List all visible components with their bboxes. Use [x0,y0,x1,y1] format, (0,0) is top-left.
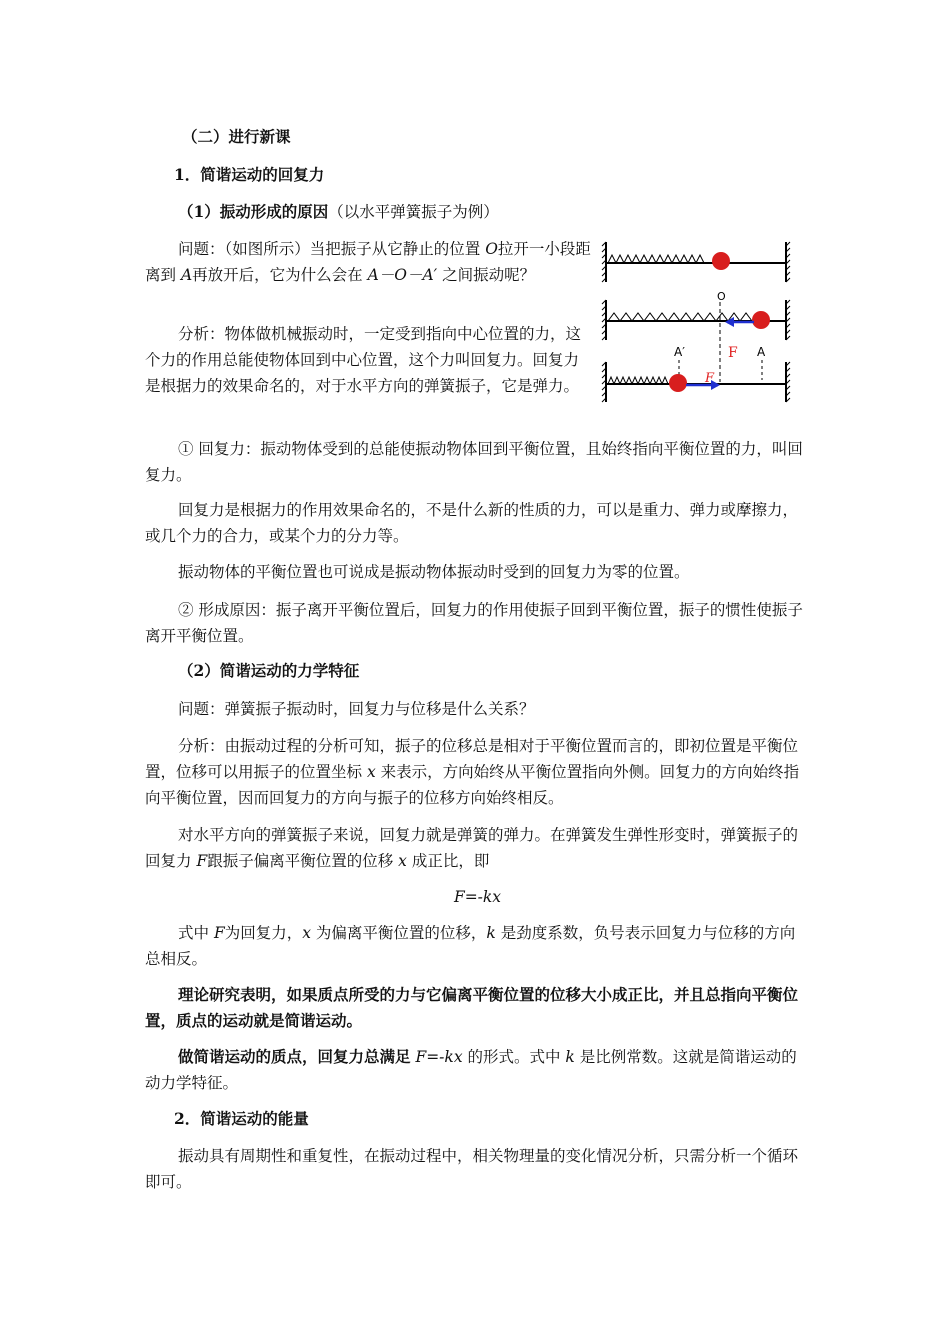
question-text-3: 再放开后，它为什么会在 [192,266,368,284]
characteristic-paragraph [145,1044,810,1096]
label-f-1: F [728,345,738,361]
characteristic-text-1: 的形式。式中 [467,1048,566,1066]
var-f-2: F [213,924,225,942]
label-f-2: F [705,371,715,386]
analysis2-text-1: 分析：由振动过程的分析可知，振子的位移总是相对于平衡位置而言的，即初位置是平衡位置，位移可以用振子的位置坐标 [145,737,799,781]
subheading-cause [178,199,843,225]
label-o: O [717,290,726,303]
explain-text-2: 为回复力， [224,924,303,942]
explain-text-4: 是劲度系数，负号表示回复力与位移的方向总相反。 [145,924,796,968]
characteristic-text-2: 是比例常数。这就是简谐运动的动力学特征。 [145,1048,797,1092]
analysis-paragraph-1: 分析：物体做机械振动时，一定受到指向中心位置的力，这个力的作用总能使物体回到中心位置，这个力叫回复力。回复力是根据力的效果命名的，对于水平方向的弹簧振子，它是弹力。 [145,325,582,395]
subheading-cause-normal: （以水平弹簧振子为例） [328,203,499,221]
theory-paragraph: 理论研究表明，如果质点所受的力与它偏离平衡位置的位移大小成正比，并且总指向平衡位置，质点的运动就是简谐运动。 [145,985,799,1030]
analysis2-text-2: 来表示，方向始终从平衡位置指向外侧。回复力的方向始终指向平衡位置，因而回复力的方向与振子的位移方向始终相反。 [145,763,800,807]
spring-1 [608,255,704,263]
heading-energy: 2．简谐运动的能量 [174,1109,309,1128]
question-paragraph-2: 问题：弹簧振子振动时，回复力与位移是什么关系？ [178,700,535,718]
ball-2 [752,311,770,329]
var-f: F [196,852,208,870]
energy-paragraph: 振动具有周期性和重复性，在振动过程中，相关物理量的变化情况分析，只需分析一个循环即可。 [145,1147,799,1191]
var-x-2: x [398,852,407,870]
question-paragraph [145,236,593,288]
var-a: A [180,266,193,284]
heading-restoring-force: 1．简谐运动的回复力 [174,165,325,184]
spring-row-1 [602,242,790,282]
var-x: x [366,763,376,781]
paragraph-named-by-effect: 回复力是根据力的作用效果命名的，不是什么新的性质的力，可以是重力、弹力或摩擦力，或几个力的合力，或某个力的分力等。 [145,501,799,545]
label-a-prime: A′ [674,345,685,359]
analysis-paragraph-2 [145,733,810,811]
spring-text-1: 对水平方向的弹簧振子来说，回复力就是弹簧的弹力。在弹簧发生弹性形变时，弹簧振子的回复力 [145,826,799,870]
var-k-2: k [565,1048,575,1066]
question-text-2: 拉开一小段距离到 [145,240,591,284]
subheading-mechanics: （2）简谐运动的力学特征 [178,661,360,680]
subheading-cause-bold: （1）振动形成的原因 [178,202,329,221]
characteristic-bold: 做简谐运动的质点，回复力总满足 [178,1047,411,1066]
explain-text-1: 式中 [178,924,214,942]
spring-3 [608,377,668,384]
var-k: k [486,924,496,942]
question-text-1: 问题：（如图所示）当把振子从它静止的位置 [178,240,486,258]
ball-1 [712,252,730,270]
formula: F=-kx [453,888,502,906]
spring-text-2: 跟振子偏离平衡位置的位移 [207,852,399,870]
var-range: A－O－A′ [367,266,438,284]
var-o: O [485,240,498,258]
paragraph-balance-position: 振动物体的平衡位置也可说成是振动物体振动时受到的回复力为零的位置。 [178,563,690,581]
paragraph-cause: ② 形成原因：振子离开平衡位置后，回复力的作用使振子回到平衡位置，振子的惯性使振子离开平衡位置。 [145,601,803,645]
spring-row-2 [602,290,790,382]
spring-paragraph [145,822,810,874]
definition-restoring-force: ① 回复力：振动物体受到的总能使振动物体回到平衡位置，且始终指向平衡位置的力，叫回复力。 [145,440,803,484]
explain-text-3: 为偏离平衡位置的位移， [310,924,487,942]
explain-paragraph [145,920,810,972]
formula-inline: F=-kx [410,1048,468,1066]
spring-oscillator-diagram [598,232,798,412]
label-a: A [757,345,766,359]
section-heading: （二）进行新课 [182,127,291,146]
ball-3 [669,374,687,392]
spring-text-3: 成正比，即 [406,852,490,870]
var-x-3: x [302,924,311,942]
question-text-4: 之间振动呢？ [437,266,536,284]
